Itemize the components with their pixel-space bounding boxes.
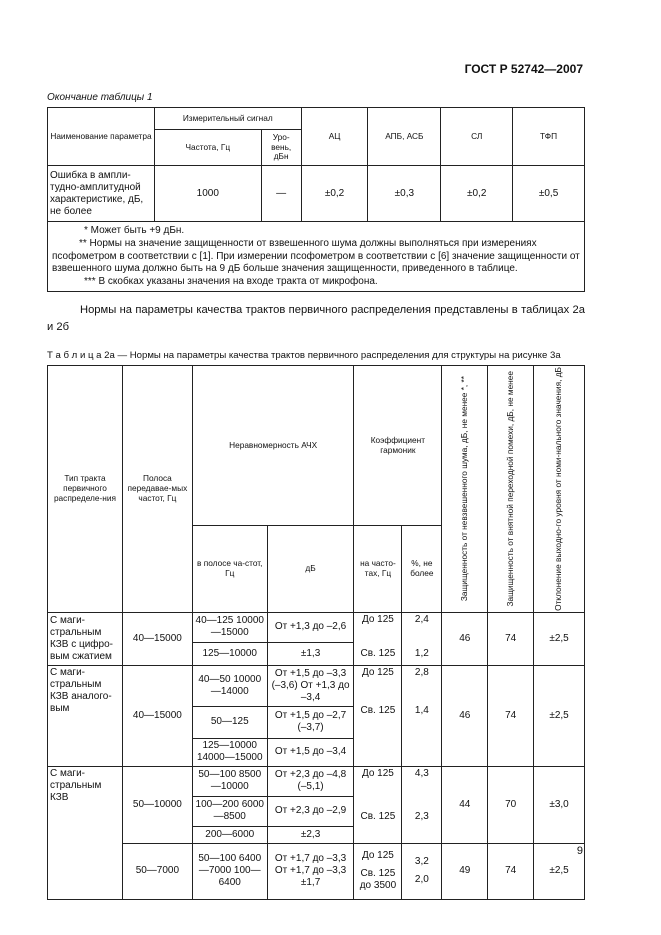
- t2-g3a-hp-1: 4,3: [414, 767, 429, 779]
- t1-tfp-header: ТФП: [513, 108, 585, 166]
- t2-g3b-band: 50—7000: [122, 843, 192, 899]
- t2-g3b-snr2: 74: [488, 843, 534, 899]
- t2-g2-harm-pct: [402, 665, 442, 766]
- t1-param-header: Наименование параметра: [48, 108, 155, 166]
- t2-g3a-hf-1: До 125: [361, 767, 394, 779]
- t2-g2-hp-1: 2,8: [414, 666, 429, 678]
- t2-g2-hf-2: Св. 125: [360, 704, 396, 716]
- t2-g2-db-1: От +1,5 до –3,3 (–3,6) От +1,3 до –3,4: [267, 665, 354, 706]
- t2-db-header: дБ: [267, 526, 354, 613]
- t2-g2-snr2: 74: [488, 665, 534, 766]
- t2-g3b-hp-2: 2,0: [414, 874, 429, 886]
- t1-notes: [48, 222, 585, 292]
- t2-g2-type: С маги-стральным КЗВ аналого-вым: [48, 665, 123, 766]
- t2-g3b-hf-1: До 125: [361, 850, 394, 862]
- t2-g3b-range: 50—100 6400—7000 100—6400: [192, 843, 267, 899]
- t1-signal-header: Измерительный сигнал: [154, 108, 301, 130]
- note-2: ** Нормы на значение защищенности от взвешенного шума должны выполняться при измерениях псофометром в соответствии с [1]. При измерении псофометром в соответствии с [6] значение защищенности от взвешенного шума должно быть на 9 дБ больше значения защищенности, приведенного в таблице.: [52, 237, 580, 275]
- t2-g3b-db: От +1,7 до –3,3 От +1,7 до –3,3 ±1,7: [267, 843, 354, 899]
- table2-caption: Т а б л и ц а 2а — Нормы на параметры качества трактов первичного распределения для структуры на рисунке 3а: [47, 350, 561, 361]
- t2-g3a-band: 50—10000: [122, 766, 192, 843]
- note-1: * Может быть +9 дБн.: [84, 225, 185, 236]
- t1-level-header: Уро-вень, дБн: [261, 130, 301, 166]
- t2-g3a-harm-pct: [402, 766, 442, 843]
- t2-g3-type: С маги-стральным КЗВ: [48, 766, 123, 899]
- t2-g3a-db-3: ±2,3: [267, 826, 354, 843]
- t2-g1-harm-freq: [354, 612, 402, 665]
- t2-g3a-harm-freq: [354, 766, 402, 843]
- t1-freq-header: Частота, Гц: [154, 130, 261, 166]
- t2-g2-snr1: 46: [442, 665, 488, 766]
- t2-g3a-range-2: 100—200 6000—8500: [192, 796, 267, 826]
- t2-g2-range-2: 50—125: [192, 706, 267, 738]
- t2-g3a-dev: ±3,0: [534, 766, 585, 843]
- t2-g1-hf-2: Св. 125: [360, 647, 396, 659]
- t2-g3b-snr1: 49: [442, 843, 488, 899]
- t2-snr-weighted-text: Защищенность от невзвешенного шума, дБ, не менее *, **: [458, 376, 469, 602]
- t1-row-freq: 1000: [154, 166, 261, 222]
- t2-g1-hp-2: 1,2: [414, 647, 429, 659]
- t2-g3a-range-3: 200—6000: [192, 826, 267, 843]
- t2-band-header: Полоса передавае-мых частот, Гц: [122, 366, 192, 613]
- document-id: ГОСТ Р 52742—2007: [464, 62, 583, 76]
- t2-g1-snr2: 74: [488, 612, 534, 665]
- t2-g3a-hp-2: 2,3: [414, 810, 429, 822]
- table1-caption: Окончание таблицы 1: [47, 92, 153, 103]
- t1-row-apb: ±0,3: [368, 166, 441, 222]
- t2-level-dev-text: Отклонение выходно-го уровня от номи-нального значения, дБ: [553, 367, 564, 611]
- t2-harm-header: Коэффициент гармоник: [354, 366, 442, 526]
- t2-g1-band: 40—15000: [122, 612, 192, 665]
- t2-g1-harm-pct: [402, 612, 442, 665]
- t2-g2-hf-1: До 125: [361, 666, 394, 678]
- t2-harm-freq-header: на часто-тах, Гц: [354, 526, 402, 613]
- t2-g2-band: 40—15000: [122, 665, 192, 766]
- t2-g3a-hf-2: Св. 125: [360, 810, 396, 822]
- t2-snr-noise-text: Защищенность от внятной переходной помехи, дБ, не менее: [504, 371, 515, 607]
- t2-g2-dev: ±2,5: [534, 665, 585, 766]
- t2-g2-range-3: 125—10000 14000—15000: [192, 738, 267, 766]
- t2-band-range-header: в полосе ча-стот, Гц: [192, 526, 267, 613]
- t2-g3a-range-1: 50—100 8500—10000: [192, 766, 267, 796]
- t1-row-sl: ±0,2: [441, 166, 513, 222]
- t1-row-level: —: [261, 166, 301, 222]
- t2-g3a-db-1: От +2,3 до –4,8 (–5,1): [267, 766, 354, 796]
- t2-g2-db-3: От +1,5 до –3,4: [267, 738, 354, 766]
- t1-row-param: Ошибка в ампли-тудно-амплитудной характеристике, дБ, не более: [48, 166, 155, 222]
- t1-apb-header: АПБ, АСБ: [368, 108, 441, 166]
- t2-g3a-snr1: 44: [442, 766, 488, 843]
- t2-g1-type: С маги-стральным КЗВ с цифро-вым сжатием: [48, 612, 123, 665]
- t2-g2-db-2: От +1,5 до –2,7 (–3,7): [267, 706, 354, 738]
- t2-harm-pct-header: %, не более: [402, 526, 442, 613]
- t2-g1-db-2: ±1,3: [267, 642, 354, 665]
- note-3: *** В скобках указаны значения на входе тракта от микрофона.: [84, 276, 378, 288]
- t1-ac-header: АЦ: [301, 108, 368, 166]
- t2-g3b-dev: ±2,5: [534, 843, 585, 899]
- t2-type-header: Тип тракта первичного распределе-ния: [48, 366, 123, 613]
- t1-row-ac: ±0,2: [301, 166, 368, 222]
- body-paragraph: Нормы на параметры качества трактов первичного распределения представлены в таблицах 2а и 2б: [47, 304, 585, 334]
- t2-achx-header: Неравномерность АЧХ: [192, 366, 354, 526]
- t1-sl-header: СЛ: [441, 108, 513, 166]
- t2-g1-db-1: От +1,3 до –2,6: [267, 612, 354, 642]
- t2-g2-harm-freq: [354, 665, 402, 766]
- t2-g2-hp-2: 1,4: [414, 704, 429, 716]
- t1-row-tfp: ±0,5: [513, 166, 585, 222]
- t2-g1-range-1: 40—125 10000—15000: [192, 612, 267, 642]
- t2-g1-range-2: 125—10000: [192, 642, 267, 665]
- t2-snr-noise-header: [488, 366, 534, 613]
- t2-g3b-harm-freq: [354, 843, 402, 899]
- t2-snr-weighted-header: [442, 366, 488, 613]
- t2-g1-hf-1: До 125: [361, 613, 394, 625]
- t2-g3b-hp-1: 3,2: [414, 856, 429, 868]
- t2-g3b-harm-pct: [402, 843, 442, 899]
- t2-level-dev-header: [534, 366, 585, 613]
- t2-g1-hp-1: 2,4: [414, 613, 429, 625]
- t2-g3a-db-2: От +2,3 до –2,9: [267, 796, 354, 826]
- t2-g2-range-1: 40—50 10000—14000: [192, 665, 267, 706]
- t2-g1-dev: ±2,5: [534, 612, 585, 665]
- t2-g3a-snr2: 70: [488, 766, 534, 843]
- table1: [47, 107, 585, 292]
- t2-g3b-hf-2: Св. 125 до 3500: [359, 868, 397, 892]
- t2-g1-snr1: 46: [442, 612, 488, 665]
- table2: [47, 365, 585, 900]
- page-number: 9: [576, 845, 583, 857]
